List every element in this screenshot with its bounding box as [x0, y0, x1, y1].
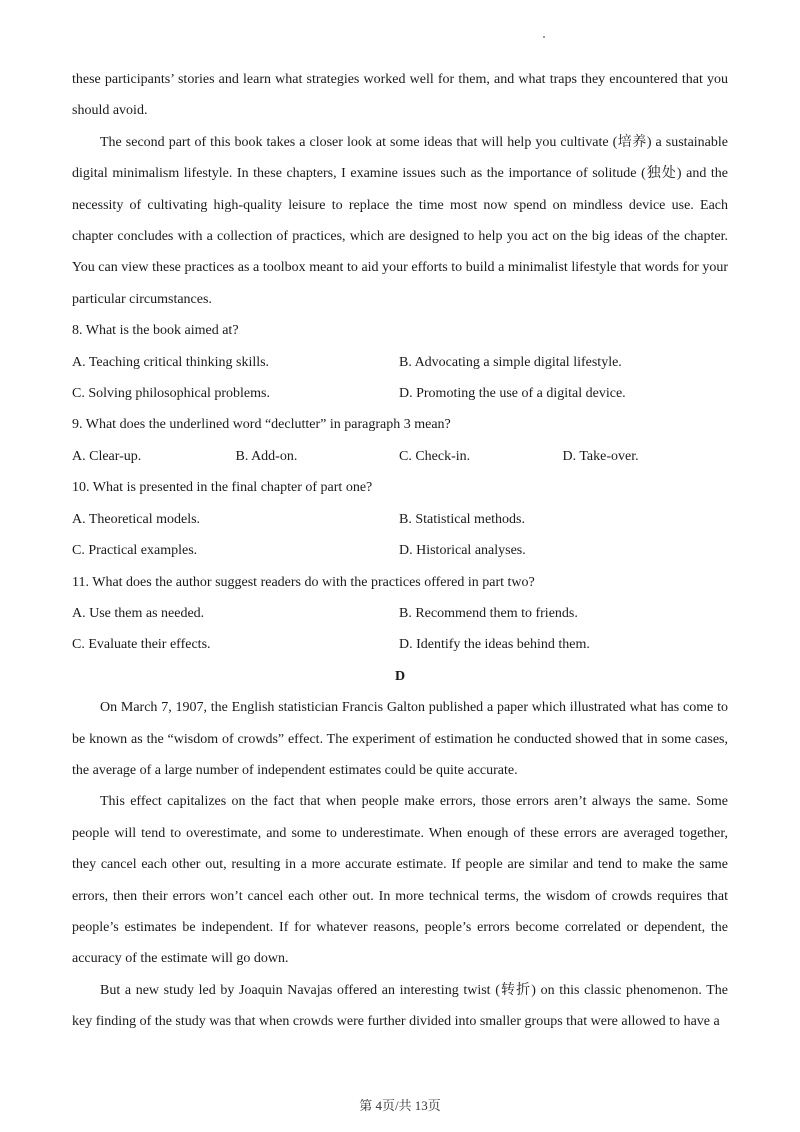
- option-d[interactable]: D. Promoting the use of a digital device.: [399, 386, 626, 402]
- section-d-paragraph-2: This effect capitalizes on the fact that when people make errors, those errors aren’t always the same. Some people will tend to overestimate, and some to underestimate. When enough of these errors are averaged together, they cancel each other out, resulting in a more accurate estimate. If people are similar and tend to make the same errors, then their errors won’t cancel each other out. In more technical terms, the wisdom of crowds requires that people’s estimates be independent. If for whatever reasons, people’s errors become correlated or dependent, the accuracy of the estimate will go down.: [72, 794, 728, 967]
- options-row: [72, 535, 728, 566]
- option-d[interactable]: D. Identify the ideas behind them.: [399, 637, 590, 653]
- option-b[interactable]: B. Advocating a simple digital lifestyle.: [399, 354, 622, 370]
- section-d-paragraph-1: On March 7, 1907, the English statistician Francis Galton published a paper which illustrated what has come to be known as the “wisdom of crowds” effect. The experiment of estimation he conducted showed that in some cases, the average of a large number of independent estimates could be quite accurate.: [72, 700, 728, 778]
- page-content: [72, 64, 728, 1038]
- question-10: [72, 472, 728, 566]
- options-row: [72, 347, 728, 378]
- option-b[interactable]: B. Recommend them to friends.: [399, 605, 578, 621]
- option-b[interactable]: B. Add-on.: [235, 448, 298, 464]
- question-9: [72, 409, 728, 472]
- option-d[interactable]: D. Historical analyses.: [399, 543, 526, 559]
- passage-continuation: these participants’ stories and learn what strategies worked well for them, and what traps they encountered that you should avoid.: [72, 72, 728, 119]
- question-stem: 8. What is the book aimed at?: [72, 323, 239, 339]
- question-8: [72, 315, 728, 409]
- options-row: [72, 629, 728, 660]
- question-stem: 11. What does the author suggest readers do with the practices offered in part two?: [72, 574, 535, 590]
- options-row: [72, 504, 728, 535]
- question-stem: 9. What does the underlined word “declutter” in paragraph 3 mean?: [72, 417, 451, 433]
- scan-mark: [543, 36, 545, 38]
- option-a[interactable]: A. Clear-up.: [72, 448, 142, 464]
- option-a[interactable]: A. Theoretical models.: [72, 511, 201, 527]
- option-c[interactable]: C. Check-in.: [399, 448, 471, 464]
- section-heading: D: [394, 668, 406, 684]
- options-row: [72, 441, 728, 472]
- option-a[interactable]: A. Teaching critical thinking skills.: [72, 354, 270, 370]
- options-row: [72, 378, 728, 409]
- page-number: 第 4页/共 13页: [359, 1098, 441, 1113]
- option-a[interactable]: A. Use them as needed.: [72, 605, 205, 621]
- option-c[interactable]: C. Solving philosophical problems.: [72, 386, 270, 402]
- passage-paragraph-part-two: The second part of this book takes a closer look at some ideas that will help you cultivate (培养) a sustainable digital minimalism lifestyle. In these chapters, I examine issues such as the importance of solitude (独处) and the necessity of cultivating high-quality leisure to replace the time most now spend on mindless device use. Each chapter concludes with a collection of practices, which are designed to help you act on the big ideas of the chapter. You can view these practices as a toolbox meant to aid your efforts to build a minimalist lifestyle that words for your particular circumstances.: [72, 134, 728, 307]
- options-row: [72, 598, 728, 629]
- option-d[interactable]: D. Take-over.: [562, 448, 639, 464]
- option-c[interactable]: C. Evaluate their effects.: [72, 637, 211, 653]
- question-11: [72, 567, 728, 661]
- section-d-paragraph-3: But a new study led by Joaquin Navajas offered an interesting twist (转折) on this classic phenomenon. The key finding of the study was that when crowds were further divided into smaller groups that were allowed to have a: [72, 982, 728, 1030]
- option-b[interactable]: B. Statistical methods.: [399, 511, 525, 527]
- question-stem: 10. What is presented in the final chapter of part one?: [72, 480, 373, 496]
- option-c[interactable]: C. Practical examples.: [72, 543, 198, 559]
